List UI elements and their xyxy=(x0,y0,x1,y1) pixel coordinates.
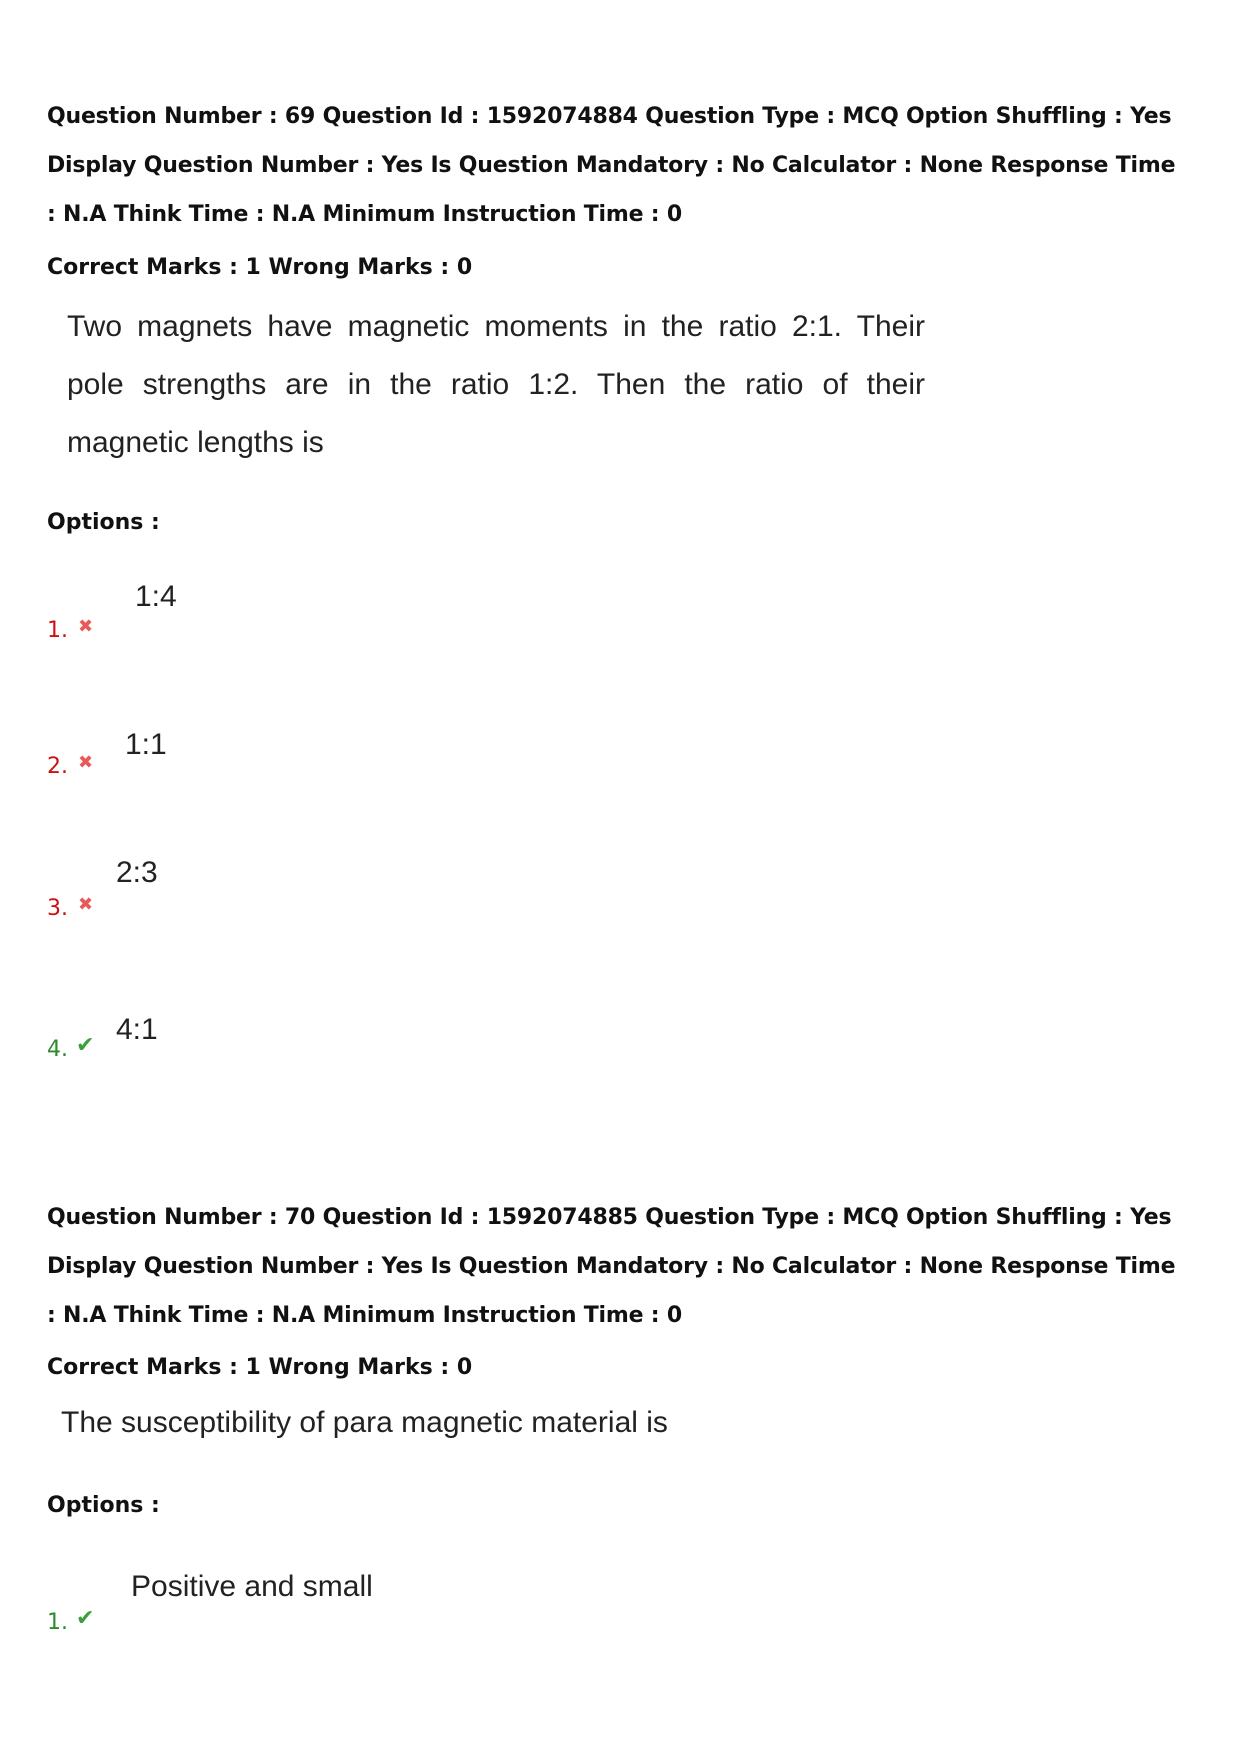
question-meta-line-1: Question Number : 70 Question Id : 1592074885 Question Type : MCQ Option Shuffling : Yes xyxy=(47,1205,1172,1230)
option-number: 1. xyxy=(47,1610,68,1635)
option-number: 3. xyxy=(47,896,68,921)
options-label: Options : xyxy=(47,510,160,535)
option-item xyxy=(47,1013,647,1073)
question-marks: Correct Marks : 1 Wrong Marks : 0 xyxy=(47,1355,473,1380)
question-marks: Correct Marks : 1 Wrong Marks : 0 xyxy=(47,255,473,280)
option-item xyxy=(47,856,647,921)
cross-icon: ✖ xyxy=(78,894,94,915)
option-text: 4:1 xyxy=(116,1013,158,1046)
check-icon: ✔ xyxy=(76,1033,95,1058)
cross-icon: ✖ xyxy=(78,616,94,637)
question-meta-line-2: Display Question Number : Yes Is Question Mandatory : No Calculator : None Response Time xyxy=(47,153,1176,178)
question-meta-line-3: : N.A Think Time : N.A Minimum Instruction Time : 0 xyxy=(47,202,682,227)
options-label: Options : xyxy=(47,1493,160,1518)
question-meta-line-2: Display Question Number : Yes Is Question Mandatory : No Calculator : None Response Time xyxy=(47,1254,1176,1279)
question-70-block xyxy=(47,1193,1217,1340)
question-69-block xyxy=(47,92,1217,239)
option-text: 1:4 xyxy=(135,580,177,613)
option-number: 2. xyxy=(47,754,68,779)
option-item xyxy=(47,1570,647,1635)
check-icon: ✔ xyxy=(76,1606,95,1631)
question-stem: Two magnets have magnetic moments in the ratio 2:1. Their pole strengths are in the ratio 1:2. Then the ratio of their magnetic lengths is xyxy=(67,310,925,459)
question-meta-line-3: : N.A Think Time : N.A Minimum Instruction Time : 0 xyxy=(47,1303,682,1328)
option-text: 2:3 xyxy=(116,856,158,889)
cross-icon: ✖ xyxy=(78,752,94,773)
option-number: 4. xyxy=(47,1037,68,1062)
question-meta-line-1: Question Number : 69 Question Id : 1592074884 Question Type : MCQ Option Shuffling : Yes xyxy=(47,104,1172,129)
option-item xyxy=(47,580,647,643)
option-text: 1:1 xyxy=(125,728,167,761)
option-item xyxy=(47,728,647,788)
question-stem: The susceptibility of para magnetic material is xyxy=(61,1406,668,1439)
option-text: Positive and small xyxy=(131,1570,373,1603)
option-number: 1. xyxy=(47,618,68,643)
